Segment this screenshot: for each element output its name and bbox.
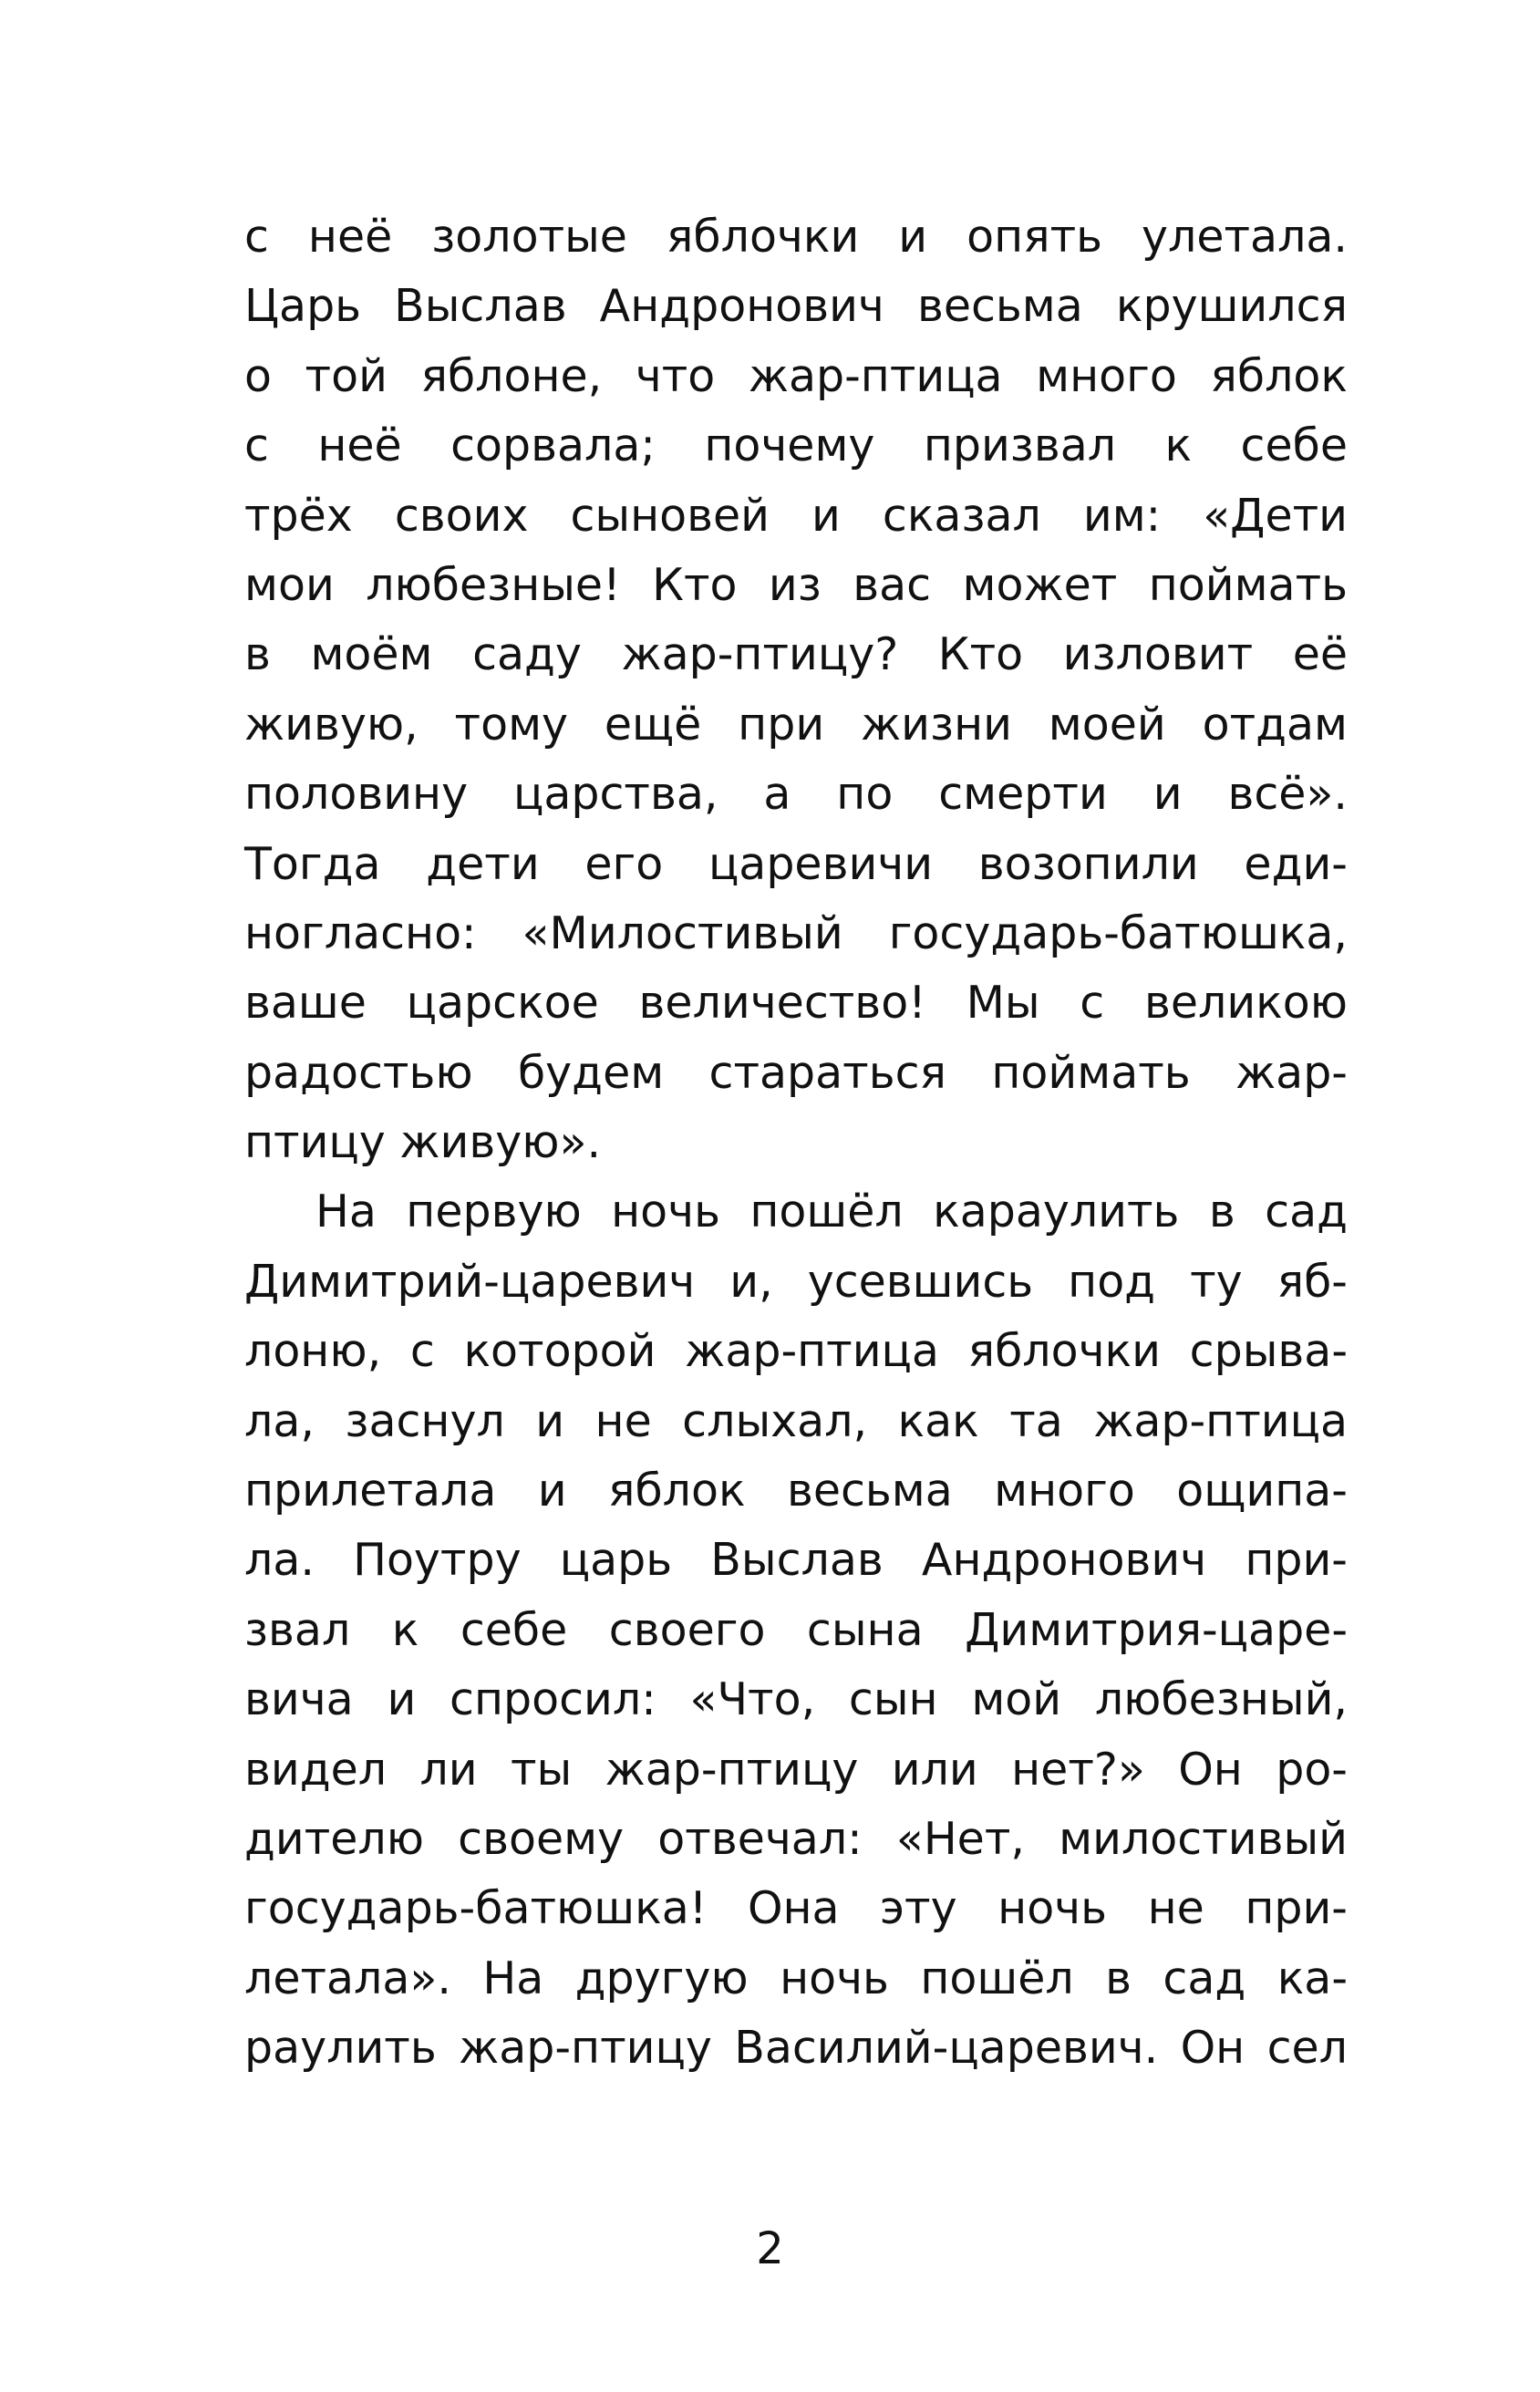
text-line: раулить жар-птицу Василий-царевич. Он сел: [244, 2022, 1348, 2075]
text-line: мои любезные! Кто из вас может поймать: [244, 558, 1348, 611]
text-line: видел ли ты жар-птицу или нет?» Он ро-: [244, 1743, 1348, 1796]
text-line: дителю своему отвечал: «Нет, милостивый: [244, 1812, 1348, 1865]
text-line: в моём саду жар-птицу? Кто изловит её: [244, 628, 1348, 681]
text-line: трёх своих сыновей и сказал им: «Дети: [244, 489, 1348, 542]
text-line: летала». На другую ночь пошёл в сад ка-: [244, 1952, 1348, 2004]
text-line: птицу живую».: [244, 1116, 602, 1169]
text-line: о той яблоне, что жар-птица много яблок: [244, 349, 1348, 402]
text-line: Тогда дети его царевичи возопили еди-: [244, 837, 1348, 890]
text-line: Царь Выслав Андронович весьма крушился: [244, 280, 1348, 333]
text-line: прилетала и яблок весьма много ощипа-: [244, 1465, 1348, 1517]
text-line: лоню, с которой жар-птица яблочки срыва-: [244, 1325, 1348, 1378]
text-line: ла, заснул и не слыхал, как та жар-птица: [244, 1394, 1348, 1447]
text-line: ла. Поутру царь Выслав Андронович при-: [244, 1534, 1348, 1587]
text-line: живую, тому ещё при жизни моей отдам: [244, 698, 1348, 751]
text-line: половину царства, а по смерти и всё».: [244, 768, 1348, 821]
text-line: государь-батюшка! Она эту ночь не при-: [244, 1882, 1348, 1935]
text-line: ногласно: «Милостивый государь-батюшка,: [244, 906, 1348, 959]
text-line: с неё золотые яблочки и опять улетала.: [244, 211, 1348, 263]
page-number: 2: [756, 2223, 784, 2274]
text-line: вича и спросил: «Что, сын мой любезный,: [244, 1673, 1348, 1726]
text-line: радостью будем стараться поймать жар-: [244, 1046, 1348, 1099]
body-text: [244, 202, 1348, 2084]
text-line: На первую ночь пошёл караулить в сад: [315, 1186, 1348, 1238]
text-line: звал к себе своего сына Димитрия-царе-: [244, 1603, 1348, 1656]
text-line: ваше царское величество! Мы с великою: [244, 977, 1348, 1030]
text-line: с неё сорвала; почему призвал к себе: [244, 419, 1348, 472]
text-line: Димитрий-царевич и, усевшись под ту яб-: [244, 1255, 1348, 1308]
